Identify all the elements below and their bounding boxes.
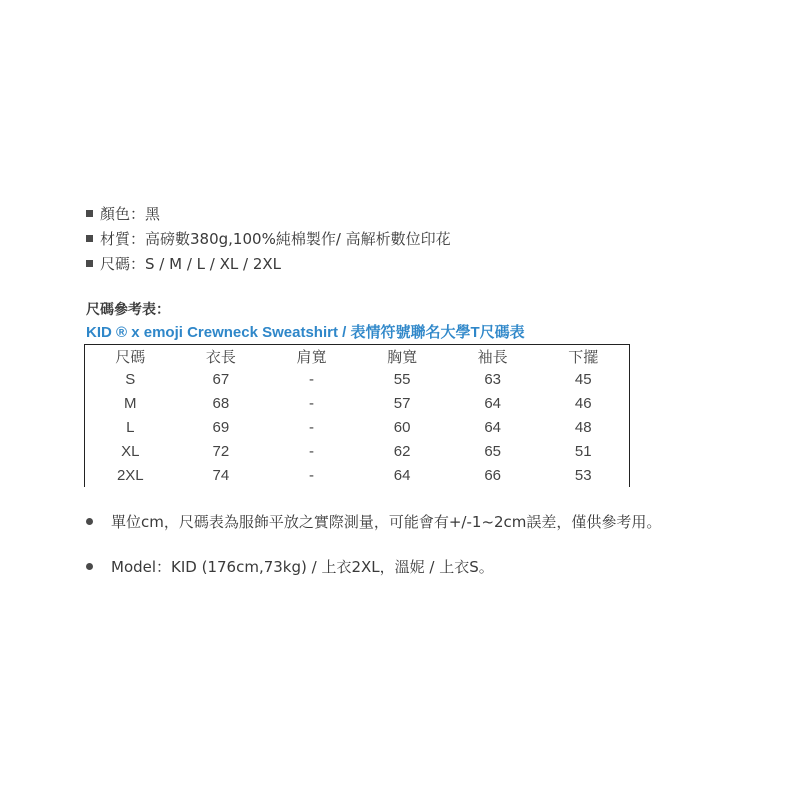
table-cell: -	[308, 394, 314, 412]
table-cell: XL	[121, 442, 140, 460]
spec-value: 黑	[145, 205, 161, 223]
note-item	[86, 556, 661, 577]
table-row	[85, 391, 629, 415]
table-cell: 45	[574, 370, 592, 388]
table-cell: 69	[212, 418, 230, 436]
table-cell: -	[308, 370, 314, 388]
column-header: 肩寬	[296, 347, 327, 366]
size-chart-subtitle: KID ® x emoji Crewneck Sweatshirt / 表情符號聯名大學T尺碼表	[86, 324, 525, 341]
size-chart-table	[84, 344, 630, 487]
table-cell: -	[308, 442, 314, 460]
table-cell: 63	[484, 370, 502, 388]
spec-item-color	[86, 201, 451, 226]
spec-label: 顏色：	[100, 205, 146, 223]
table-row	[85, 463, 629, 487]
note-text: Model：KID (176cm,73kg) / 上衣2XL，溫妮 / 上衣S。	[111, 558, 494, 576]
square-bullet-icon	[86, 210, 93, 217]
size-chart-heading: 尺碼參考表：	[86, 302, 170, 318]
table-cell: 46	[574, 394, 592, 412]
table-cell: S	[125, 370, 136, 388]
square-bullet-icon	[86, 260, 93, 267]
table-cell: 66	[484, 466, 502, 484]
round-bullet-icon	[86, 563, 93, 570]
table-cell: 48	[574, 418, 592, 436]
table-row	[85, 367, 629, 391]
table-cell: 67	[212, 370, 230, 388]
spec-label: 尺碼：	[100, 255, 146, 273]
table-row	[85, 439, 629, 463]
table-cell: 55	[393, 370, 411, 388]
table-cell: 64	[484, 394, 502, 412]
table-cell: 62	[393, 442, 411, 460]
table-cell: -	[308, 418, 314, 436]
spec-value: 高磅數380g,100%純棉製作/ 高解析數位印花	[145, 230, 451, 248]
table-cell: 53	[574, 466, 592, 484]
table-cell: L	[126, 418, 135, 436]
table-cell: 60	[393, 418, 411, 436]
table-cell: 68	[212, 394, 230, 412]
table-cell: 65	[484, 442, 502, 460]
round-bullet-icon	[86, 518, 93, 525]
spec-list	[86, 201, 451, 276]
notes-list	[86, 511, 661, 577]
table-cell: 74	[212, 466, 230, 484]
table-cell: 64	[484, 418, 502, 436]
note-text: 單位cm，尺碼表為服飾平放之實際測量，可能會有+/-1~2cm誤差，僅供參考用。	[111, 513, 662, 531]
spec-label: 材質：	[100, 230, 146, 248]
column-header: 衣長	[205, 347, 236, 366]
table-cell: -	[308, 466, 314, 484]
column-header: 胸寬	[387, 347, 418, 366]
column-header: 尺碼	[115, 347, 146, 366]
table-cell: 57	[393, 394, 411, 412]
note-item	[86, 511, 661, 532]
table-cell: 72	[212, 442, 230, 460]
table-cell: 2XL	[116, 466, 144, 484]
spec-item-material	[86, 226, 451, 251]
table-cell: M	[124, 394, 137, 412]
table-cell: 64	[393, 466, 411, 484]
table-cell: 51	[574, 442, 592, 460]
column-header: 袖長	[477, 347, 508, 366]
column-header: 下擺	[568, 347, 599, 366]
spec-item-sizes	[86, 251, 451, 276]
spec-value: S / M / L / XL / 2XL	[145, 254, 282, 273]
table-row	[85, 415, 629, 439]
square-bullet-icon	[86, 235, 93, 242]
table-header-row	[85, 345, 629, 367]
